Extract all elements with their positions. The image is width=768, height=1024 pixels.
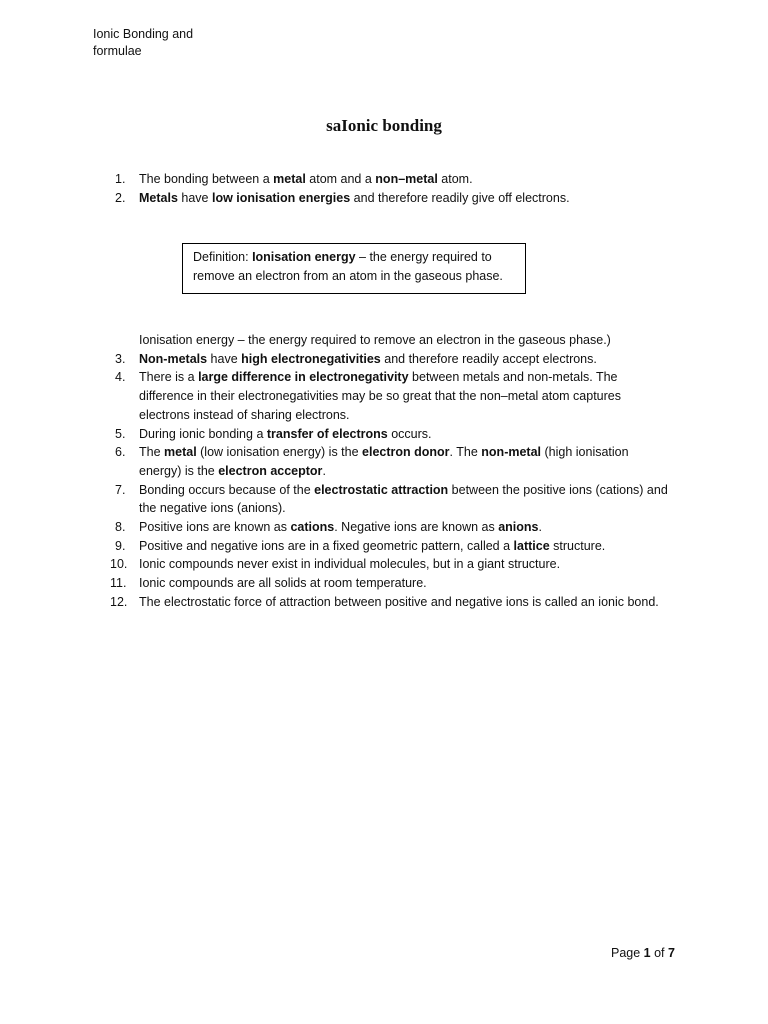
- list-item-text: [139, 352, 597, 366]
- bold-term: lattice: [513, 538, 550, 553]
- list-item: [110, 593, 670, 612]
- list-item-number: 7.: [115, 482, 126, 497]
- page-current: 1: [643, 946, 651, 960]
- text-run: have: [207, 351, 242, 366]
- list-item: [110, 518, 670, 537]
- list-item: [110, 574, 670, 593]
- bold-term: non-metal: [481, 445, 542, 460]
- list-item-number: 10.: [110, 557, 128, 572]
- text-run: atom and a: [305, 172, 376, 186]
- list-item-number: 1.: [115, 172, 126, 186]
- list-item: [110, 170, 670, 189]
- list-item-number: 12.: [110, 594, 128, 609]
- text-run: occurs.: [387, 426, 432, 441]
- text-run: atom.: [437, 172, 473, 186]
- bold-term: anions: [498, 520, 539, 535]
- text-run: . The: [449, 445, 482, 460]
- list-item-number: 5.: [115, 426, 126, 441]
- list-item: [110, 189, 670, 208]
- of-label: of: [650, 946, 668, 960]
- text-run: Ionic compounds never exist in individual molecules, but in a giant structure.: [139, 557, 561, 572]
- list-item: [110, 350, 670, 369]
- numbered-list-main: [110, 331, 670, 612]
- list-item: [110, 555, 670, 574]
- text-run: .: [538, 520, 542, 535]
- bold-term: metal: [164, 445, 197, 460]
- list-item-number: 11.: [110, 576, 127, 591]
- text-run: between metals and non-metals. The difference in their electronegativities may be so great that the non–metal atom captures electrons instead of sharing electrons.: [139, 370, 621, 422]
- bold-term: electron donor: [362, 445, 450, 460]
- text-run: .: [322, 463, 326, 478]
- list-item-text: [139, 445, 629, 478]
- text-run: Positive and negative ions are in a fixed geometric pattern, called a: [139, 538, 514, 553]
- page-title: saIonic bonding: [326, 116, 442, 135]
- bold-term: cations: [290, 520, 335, 535]
- bold-term: non–metal: [375, 172, 438, 186]
- list-item: [110, 443, 670, 480]
- list-item-text: [139, 595, 659, 609]
- bold-term: high electronegativities: [241, 351, 381, 366]
- page-label: Page: [611, 946, 644, 960]
- text-run: The: [139, 445, 165, 460]
- text-run: During ionic bonding a: [139, 426, 267, 441]
- text-run: (high ionisation energy) is the: [139, 445, 629, 478]
- text-run: The bonding between a: [139, 172, 274, 186]
- list-item-text: [139, 370, 621, 421]
- list-item-number: 6.: [115, 445, 126, 460]
- text-run: and therefore readily accept electrons.: [380, 351, 597, 366]
- bold-term: metal: [273, 172, 306, 186]
- text-run: Ionic compounds are all solids at room temperature.: [139, 576, 427, 591]
- list-item-text: [139, 427, 432, 441]
- text-run: Ionisation energy – the energy required to remove an electron in the gaseous phase.): [139, 333, 611, 347]
- list-item-number: 9.: [115, 538, 126, 553]
- bold-term: Ionisation energy: [252, 250, 356, 264]
- list-item: [110, 425, 670, 444]
- text-run: and therefore readily give off electrons.: [350, 190, 570, 205]
- list-item-text: [139, 539, 605, 553]
- text-run: have: [177, 190, 212, 205]
- text-run: . Negative ions are known as: [334, 520, 499, 535]
- list-item-text: [139, 576, 427, 590]
- list-item: [110, 331, 670, 350]
- list-item: [110, 368, 670, 424]
- bold-term: Non-metals: [139, 351, 208, 366]
- text-run: Definition:: [193, 250, 253, 264]
- bold-term: transfer of electrons: [266, 426, 388, 441]
- text-run: – the energy required to remove an electron from an atom in the gaseous phase.: [193, 250, 503, 283]
- list-item-number: 2.: [115, 190, 126, 205]
- list-item: [110, 537, 670, 556]
- list-item-text: [139, 333, 611, 347]
- list-item-text: [139, 191, 570, 205]
- page-footer: [611, 946, 675, 960]
- list-item-number: 8.: [115, 520, 126, 535]
- text-run: Positive ions are known as: [139, 520, 291, 535]
- bold-term: large difference in electronegativity: [198, 370, 409, 385]
- numbered-list-top: [110, 170, 670, 207]
- bold-term: electron acceptor: [218, 463, 323, 478]
- bold-term: Metals: [139, 190, 178, 205]
- page-header: Ionic Bonding and formulae: [93, 27, 194, 58]
- list-item-number: 4.: [115, 370, 126, 385]
- text-run: (low ionisation energy) is the: [196, 445, 363, 460]
- text-run: The electrostatic force of attraction between positive and negative ions is called an ionic bond.: [139, 594, 659, 609]
- list-item-number: 3.: [115, 351, 126, 366]
- list-item-text: [139, 520, 542, 534]
- text-run: Bonding occurs because of the: [139, 482, 315, 497]
- bold-term: electrostatic attraction: [314, 482, 449, 497]
- text-run: between the positive ions (cations) and the negative ions (anions).: [139, 482, 668, 516]
- text-run: structure.: [549, 538, 606, 553]
- text-run: There is a: [139, 370, 199, 385]
- definition-box: [182, 243, 526, 294]
- list-item: [110, 481, 670, 518]
- list-item-text: [139, 557, 560, 571]
- page-total: 7: [668, 946, 675, 960]
- list-item-text: [139, 172, 473, 186]
- bold-term: low ionisation energies: [211, 190, 351, 205]
- list-item-text: [139, 483, 668, 516]
